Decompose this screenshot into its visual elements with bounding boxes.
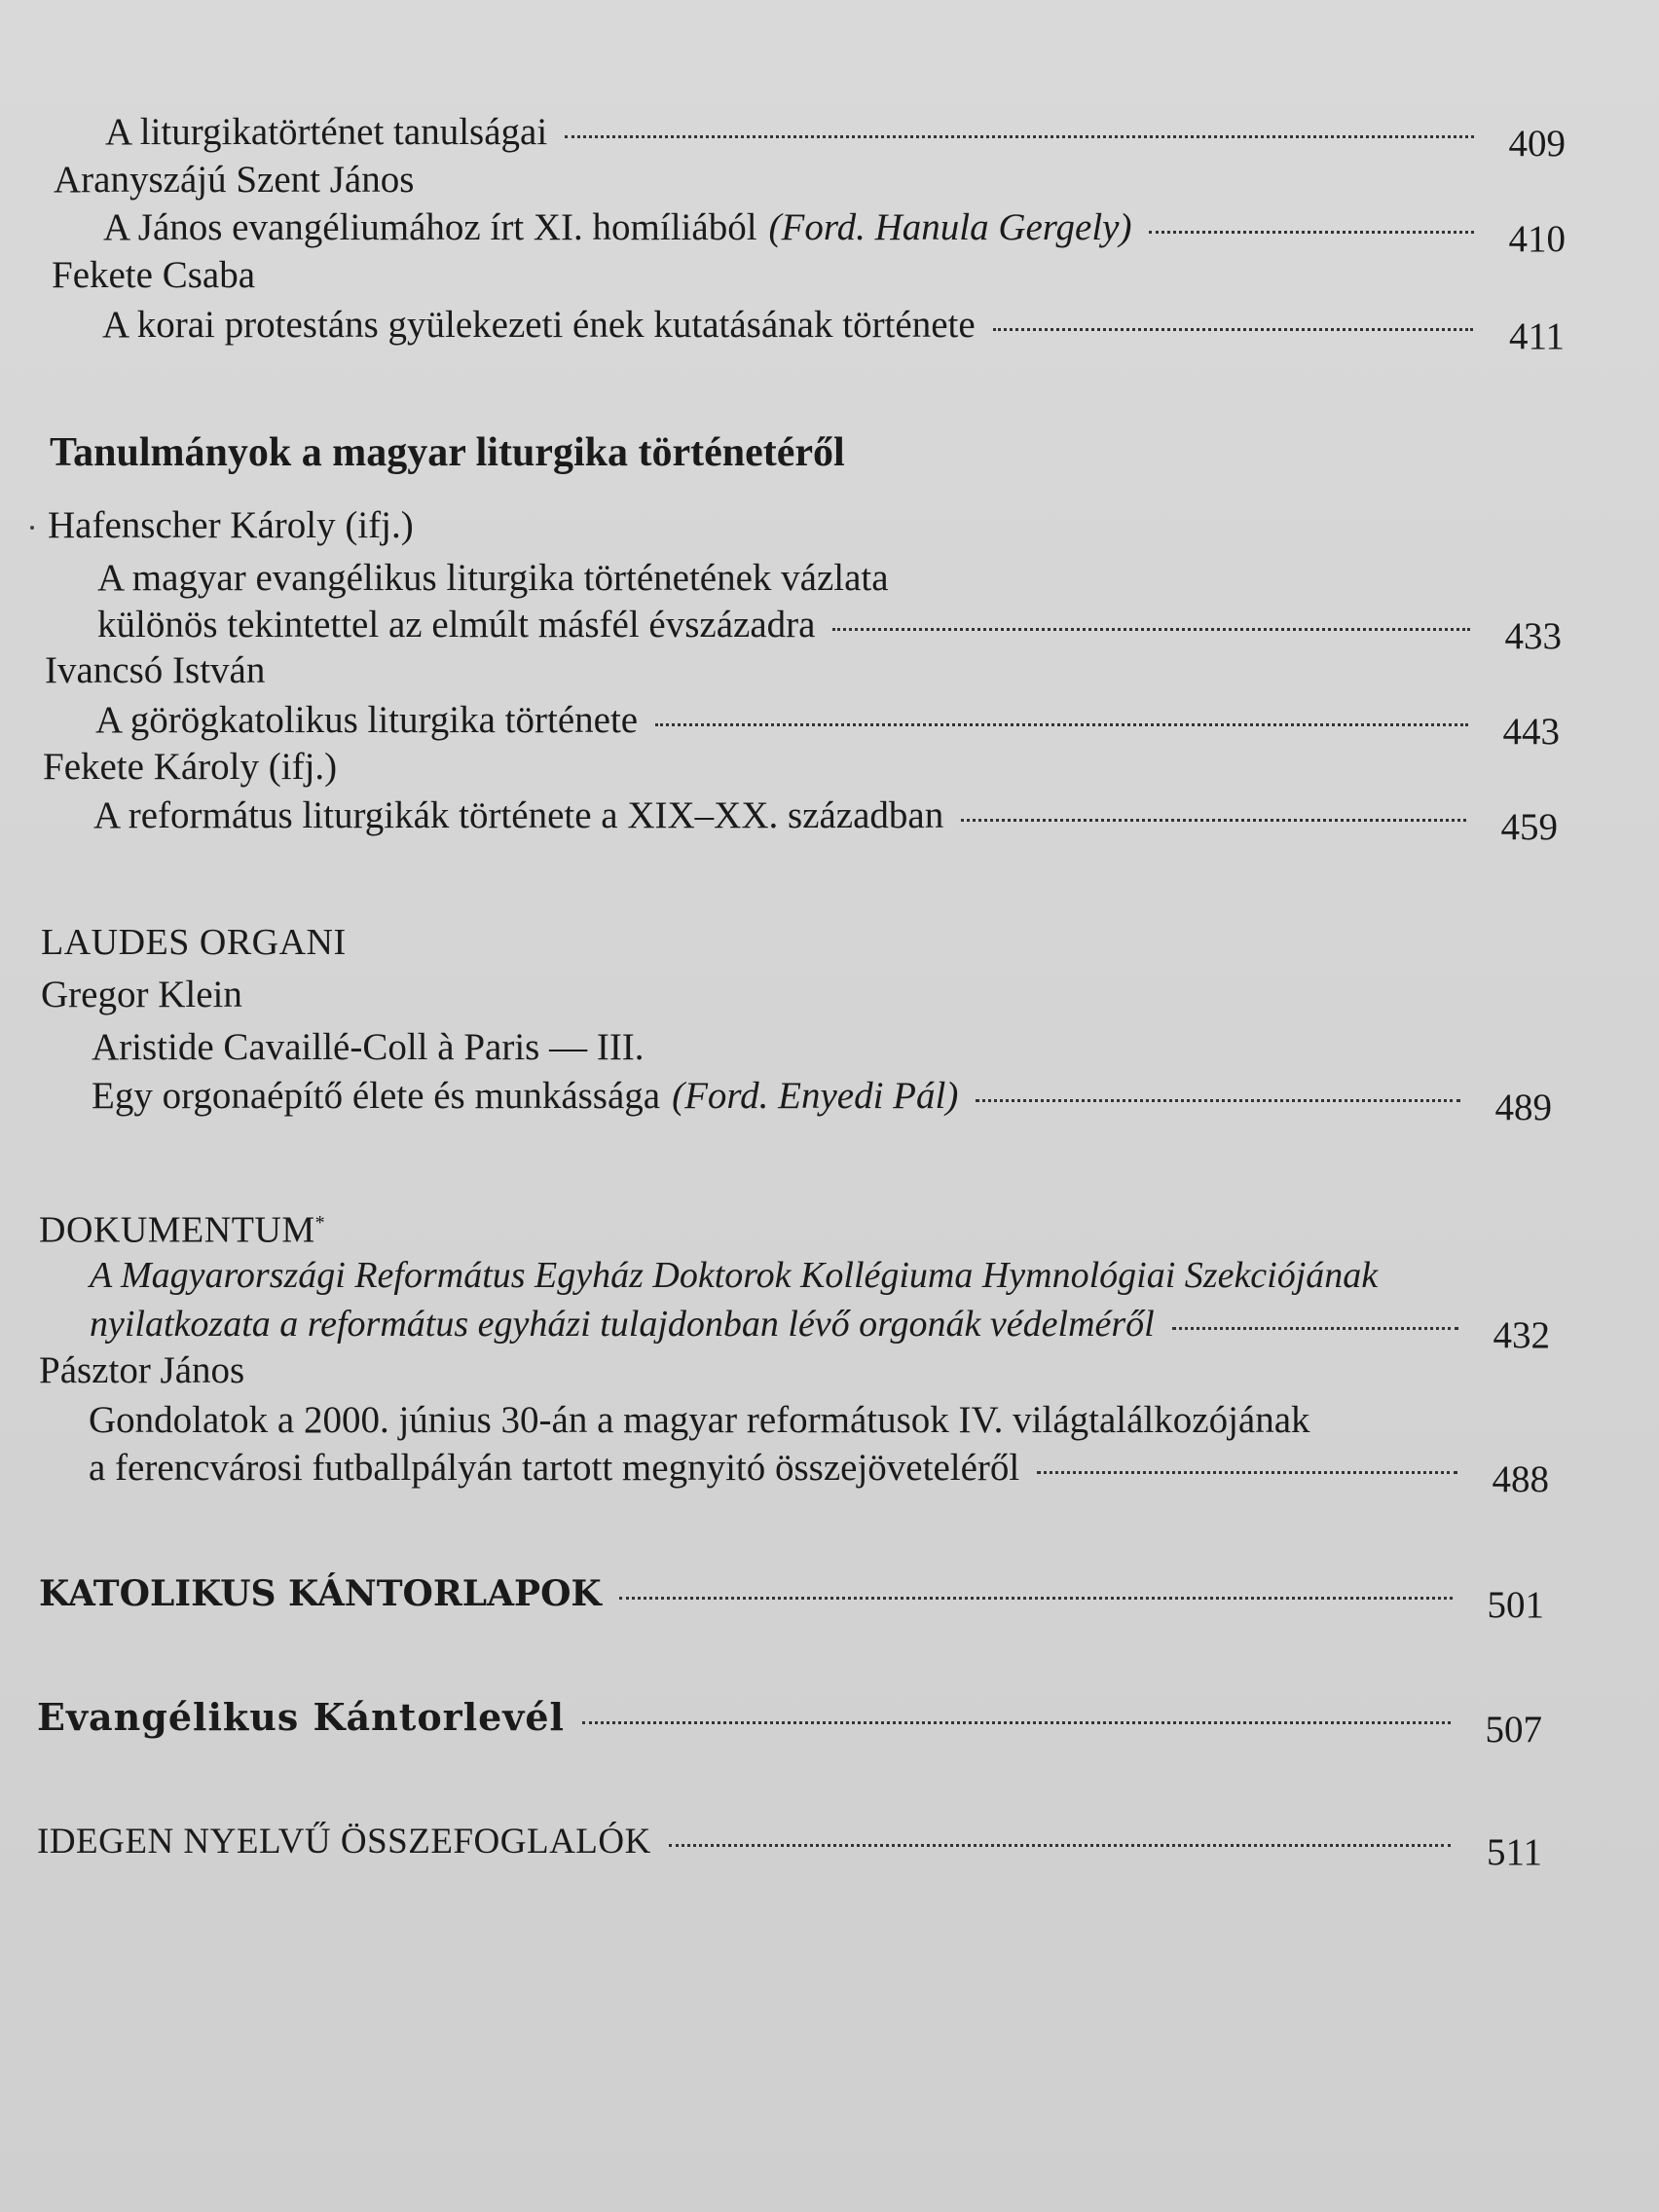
dot-leader [1037,1471,1457,1474]
entry-title: Evangélikus Kántorlevél [37,1695,565,1739]
section-heading-text: DOKUMENTUM [39,1209,315,1251]
dot-leader [1149,231,1474,234]
author-name: Gregor Klein [41,974,242,1015]
toc-entry [39,1570,1544,1626]
page-speck [30,526,34,530]
entry-title: KATOLIKUS KÁNTORLAPOK [39,1573,602,1614]
footnote-mark: * [314,1212,326,1234]
toc-entry [95,697,1560,753]
page-number: 443 [1502,711,1560,753]
dot-leader [669,1844,1451,1847]
toc-entry [90,1301,1550,1356]
entry-title: A János evangéliumához írt XI. homíliából [103,206,757,248]
dot-leader [976,1099,1460,1102]
author-name: Aranyszájú Szent János [54,159,415,201]
entry-title: nyilatkozata a református egyházi tulajdonban lévő orgonák védelméről [90,1304,1155,1345]
entry-title: IDEGEN NYELVŰ ÖSSZEFOGLALÓK [37,1822,651,1862]
page-number: 459 [1500,806,1558,848]
dot-leader [961,819,1466,822]
entry-title: a ferencvárosi futballpályán tartott megnyitó összejöveteléről [89,1447,1020,1489]
entry-title: A református liturgikák története a XIX–XX. században [93,794,944,836]
dot-leader [619,1597,1453,1600]
entry-title: A liturgikatörténet tanulságai [105,111,548,153]
entry-title-line: A Magyarországi Református Egyház Doktorok Kollégiuma Hymnológiai Szekciójának [90,1255,1379,1296]
toc-entry [37,1818,1542,1873]
page-number: 488 [1492,1458,1549,1500]
author-name: Fekete Károly (ifj.) [43,746,338,788]
dot-leader [582,1721,1451,1724]
dot-leader [655,723,1468,726]
page-number: 489 [1494,1087,1552,1128]
dot-leader [1172,1327,1458,1330]
author-name: Hafenscher Károly (ifj.) [48,504,414,546]
entry-title: A görögkatolikus liturgika története [95,699,639,741]
page-number: 432 [1493,1314,1550,1356]
toc-entry [97,602,1562,657]
page-number: 433 [1504,615,1562,657]
translator-credit: (Ford. Hanula Gergely) [768,206,1132,248]
page-number: 511 [1486,1831,1542,1873]
toc-entry [89,1445,1549,1500]
page-number: 501 [1487,1584,1544,1626]
toc-entry [92,1073,1552,1128]
section-heading [39,1199,325,1254]
entry-title: különös tekintettel az elmúlt másfél évszázadra [97,604,816,645]
toc-entry [102,302,1565,357]
page-number: 410 [1508,218,1566,260]
entry-title: Egy orgonaépítő élete és munkássága [92,1075,661,1117]
toc-entry [105,109,1566,165]
section-heading: Tanulmányok a magyar liturgika történetéről [50,430,845,475]
section-heading: LAUDES ORGANI [41,922,347,963]
page-number: 507 [1485,1709,1542,1751]
dot-leader [993,328,1473,331]
dot-leader [832,628,1470,631]
entry-title-line: Aristide Cavaillé-Coll à Paris — III. [92,1026,645,1068]
author-name: Pásztor János [39,1349,245,1391]
author-name: Fekete Csaba [52,254,256,296]
dot-leader [565,135,1474,138]
page-number: 411 [1508,315,1565,357]
entry-title: A korai protestáns gyülekezeti ének kutatásának története [102,304,976,346]
toc-entry [103,204,1566,260]
toc-entry [93,793,1558,848]
author-name: Ivancsó István [45,649,266,691]
entry-title-line: Gondolatok a 2000. június 30-án a magyar reformátusok IV. világtalálkozójának [89,1399,1310,1441]
toc-entry [37,1694,1542,1751]
entry-title-line: A magyar evangélikus liturgika történetének vázlata [97,557,889,599]
translator-credit: (Ford. Enyedi Pál) [672,1075,959,1117]
page-number: 409 [1508,123,1566,165]
